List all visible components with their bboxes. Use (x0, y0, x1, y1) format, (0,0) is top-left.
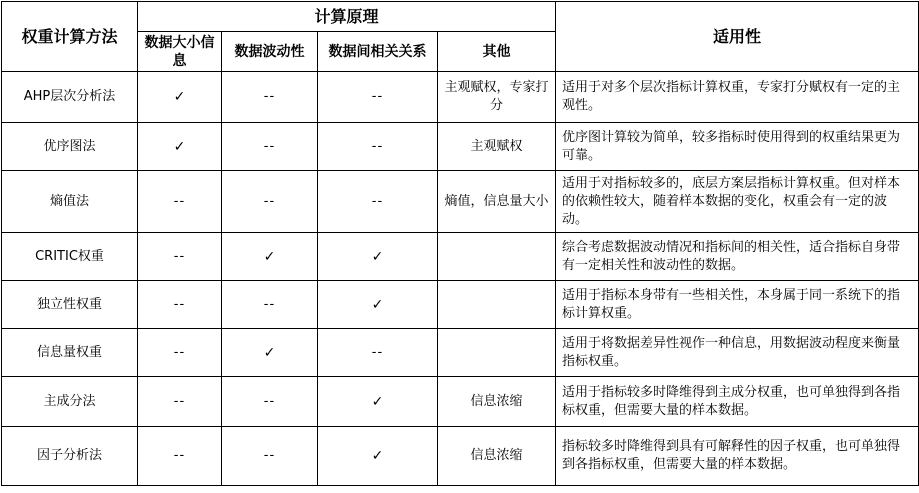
volatility-cell: -- (222, 377, 318, 427)
correlation-cell: -- (318, 123, 438, 171)
header-method: 权重计算方法 (2, 2, 138, 72)
correlation-cell: -- (318, 72, 438, 123)
other-cell: 主观赋权 (438, 123, 556, 171)
info-cell: -- (138, 377, 222, 427)
header-applicability: 适用性 (556, 2, 919, 72)
table-row (2, 233, 919, 281)
applicability-cell: 适用于指标较多时降维得到主成分权重，也可单独得到各指标权重，但需要大量的样本数据。 (556, 377, 919, 427)
header-correlation: 数据间相关关系 (318, 32, 438, 72)
other-cell: 熵值，信息量大小 (438, 171, 556, 233)
volatility-cell: -- (222, 123, 318, 171)
method-name: 因子分析法 (2, 427, 138, 486)
other-cell (438, 281, 556, 329)
info-cell: -- (138, 427, 222, 486)
info-cell: ✓ (138, 72, 222, 123)
applicability-cell: 适用于将数据差异性视作一种信息，用数据波动程度来衡量指标权重。 (556, 329, 919, 377)
other-cell (438, 329, 556, 377)
method-name: CRITIC权重 (2, 233, 138, 281)
correlation-cell: ✓ (318, 377, 438, 427)
header-principle: 计算原理 (138, 2, 556, 32)
volatility-cell: ✓ (222, 329, 318, 377)
volatility-cell: -- (222, 427, 318, 486)
weight-methods-table (1, 1, 919, 486)
info-cell: ✓ (138, 123, 222, 171)
applicability-cell: 适用于对多个层次指标计算权重，专家打分赋权有一定的主观性。 (556, 72, 919, 123)
method-name: 独立性权重 (2, 281, 138, 329)
method-name: 信息量权重 (2, 329, 138, 377)
volatility-cell: ✓ (222, 233, 318, 281)
other-cell: 信息浓缩 (438, 377, 556, 427)
correlation-cell: ✓ (318, 233, 438, 281)
method-name: AHP层次分析法 (2, 72, 138, 123)
method-name: 主成分法 (2, 377, 138, 427)
volatility-cell: -- (222, 281, 318, 329)
table-row (2, 329, 919, 377)
applicability-cell: 指标较多时降维得到具有可解释性的因子权重，也可单独得到各指标权重，但需要大量的样本数据。 (556, 427, 919, 486)
info-cell: -- (138, 171, 222, 233)
table-row (2, 72, 919, 123)
info-cell: -- (138, 329, 222, 377)
header-info: 数据大小信息 (138, 32, 222, 72)
info-cell: -- (138, 233, 222, 281)
table-row (2, 281, 919, 329)
applicability-cell: 优序图计算较为简单，较多指标时使用得到的权重结果更为可靠。 (556, 123, 919, 171)
table-row (2, 123, 919, 171)
other-cell: 信息浓缩 (438, 427, 556, 486)
table-row (2, 427, 919, 486)
correlation-cell: ✓ (318, 427, 438, 486)
other-cell (438, 233, 556, 281)
table-row (2, 377, 919, 427)
correlation-cell: -- (318, 329, 438, 377)
correlation-cell: ✓ (318, 281, 438, 329)
applicability-cell: 适用于对指标较多的，底层方案层指标计算权重。但对样本的依赖性较大，随着样本数据的变化，权重会有一定的波动。 (556, 171, 919, 233)
table-row (2, 171, 919, 233)
applicability-cell: 适用于指标本身带有一些相关性，本身属于同一系统下的指标计算权重。 (556, 281, 919, 329)
other-cell: 主观赋权，专家打分 (438, 72, 556, 123)
volatility-cell: -- (222, 72, 318, 123)
volatility-cell: -- (222, 171, 318, 233)
info-cell: -- (138, 281, 222, 329)
header-other: 其他 (438, 32, 556, 72)
applicability-cell: 综合考虑数据波动情况和指标间的相关性，适合指标自身带有一定相关性和波动性的数据。 (556, 233, 919, 281)
method-name: 熵值法 (2, 171, 138, 233)
method-name: 优序图法 (2, 123, 138, 171)
header-volatility: 数据波动性 (222, 32, 318, 72)
correlation-cell: -- (318, 171, 438, 233)
